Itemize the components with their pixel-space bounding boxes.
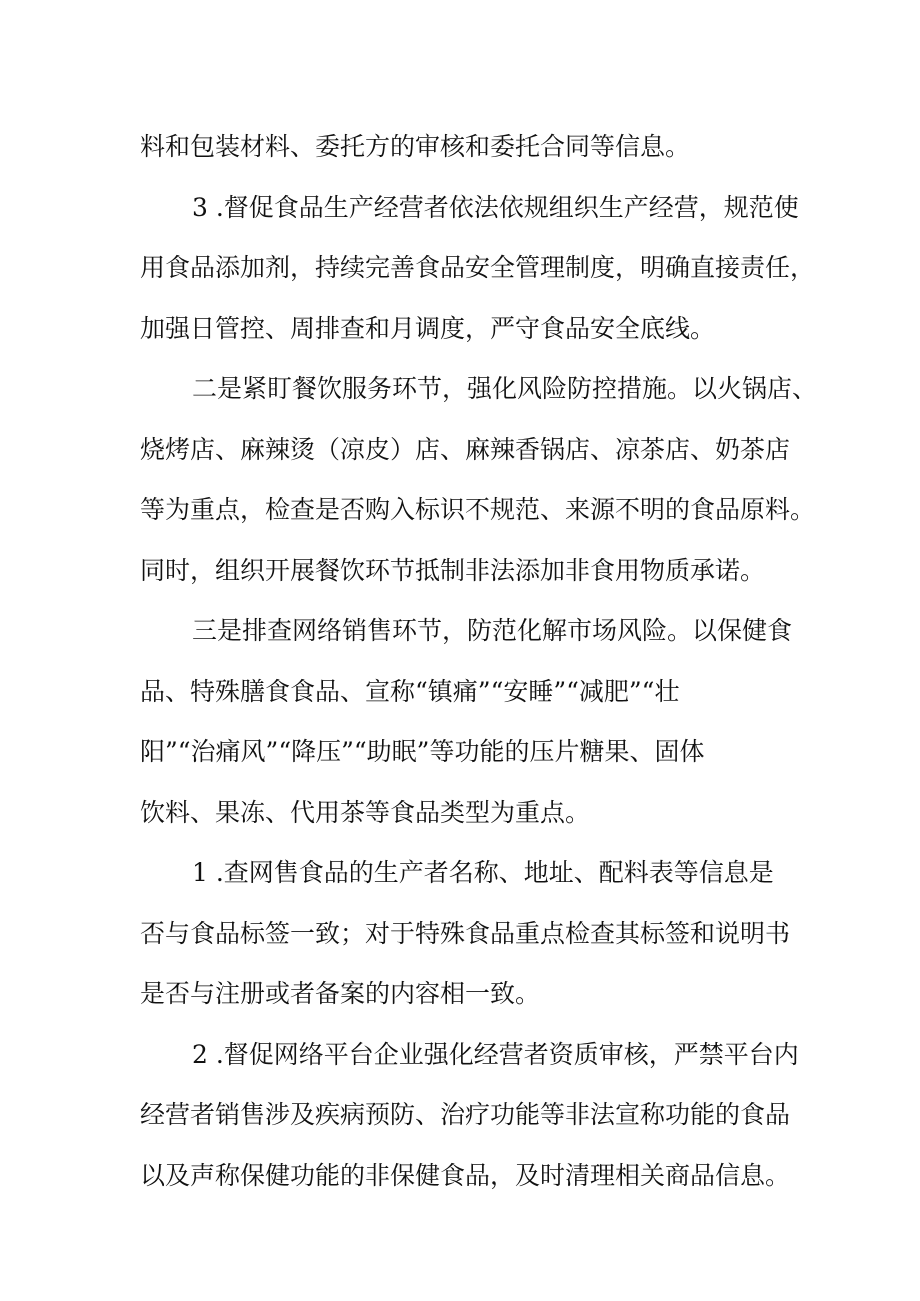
paragraph-start-line: 1 .查网售食品的生产者名称、地址、配料表等信息是 bbox=[192, 858, 774, 887]
paragraph-start-line: 3 .督促食品生产经营者依法依规组织生产经营，规范使 bbox=[192, 192, 799, 222]
paragraph-start-line: 三是排查网络销售环节，防范化解市场风险。以保健食 bbox=[192, 616, 793, 645]
text-line: 等为重点，检查是否购入标识不规范、来源不明的食品原料。 bbox=[140, 495, 816, 524]
text-line: 经营者销售涉及疾病预防、治疗功能等非法宣称功能的食品 bbox=[140, 1100, 791, 1129]
paragraph-start-line: 二是紧盯餐饮服务环节，强化风险防控措施。以火锅店、 bbox=[192, 374, 818, 403]
document-body bbox=[140, 117, 818, 1206]
text-line: 加强日管控、周排查和月调度，严守食品安全底线。 bbox=[140, 313, 716, 343]
text-line: 同时，组织开展餐饮环节抵制非法添加非食用物质承诺。 bbox=[140, 555, 766, 585]
text-line: 品、特殊膳食食品、宣称“镇痛”“安睡”“减肥”“壮 bbox=[140, 676, 680, 706]
text-line: 用食品添加剂，持续完善食品安全管理制度，明确直接责任， bbox=[140, 253, 816, 282]
text-line: 阳”“治痛风”“降压”“助眠”等功能的压片糖果、固体 bbox=[140, 737, 705, 766]
text-line: 否与食品标签一致；对于特殊食品重点检查其标签和说明书 bbox=[140, 918, 791, 948]
text-line: 是否与注册或者备案的内容相一致。 bbox=[140, 979, 541, 1008]
text-line: 料和包装材料、委托方的审核和委托合同等信息。 bbox=[140, 132, 691, 161]
text-line: 饮料、果冻、代用茶等食品类型为重点。 bbox=[140, 797, 591, 827]
text-line: 烧烤店、麻辣烫（凉皮）店、麻辣香锅店、凉茶店、奶茶店 bbox=[140, 434, 791, 464]
paragraph-start-line: 2 .督促网络平台企业强化经营者资质审核，严禁平台内 bbox=[192, 1039, 799, 1069]
text-line: 以及声称保健功能的非保健食品，及时清理相关商品信息。 bbox=[140, 1160, 791, 1190]
